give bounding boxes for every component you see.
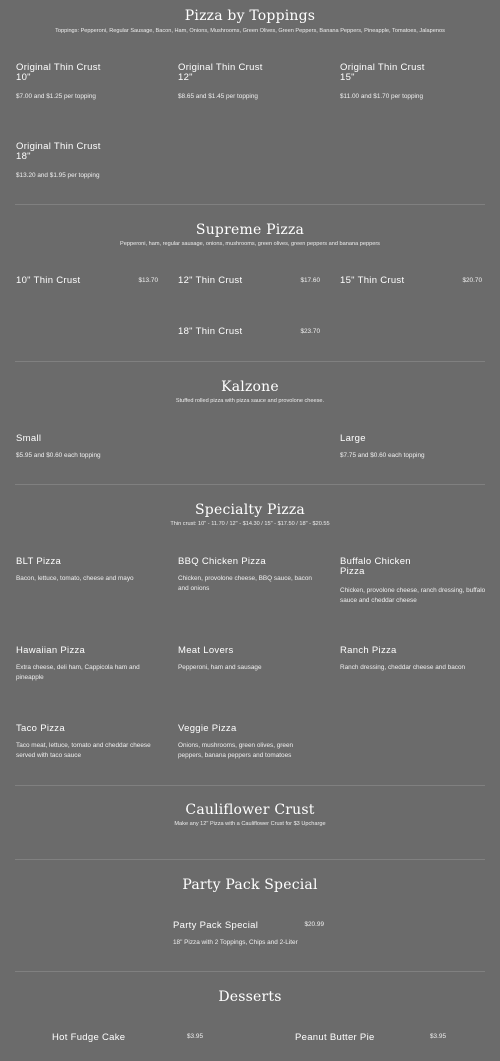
specialty-item-buffalo-chicken-name: Buffalo Chicken Pizza	[340, 556, 411, 577]
toppings-title: Pizza by Toppings	[184, 8, 316, 24]
dessert-hot-fudge-cake-price: $3.95	[187, 1033, 203, 1040]
desserts-title: Desserts	[218, 989, 282, 1005]
specialty-item-hawaiian-desc: Extra cheese, deli ham, Cappicola ham and pineapple	[16, 664, 140, 681]
cauliflower-title: Cauliflower Crust	[185, 802, 315, 818]
toppings-item-12-name-line1: Original Thin Crust	[178, 62, 263, 73]
party-item-desc: 18" Pizza with 2 Toppings, Chips and 2-Liter	[173, 939, 298, 946]
toppings-item-18-name-line1: Original Thin Crust	[16, 141, 101, 152]
specialty-item-meat-lovers-desc: Pepperoni, ham and sausage	[178, 664, 262, 671]
divider	[15, 361, 485, 362]
kalzone-item-large-desc: $7.75 and $0.60 each topping	[340, 452, 425, 459]
kalzone-title: Kalzone	[221, 379, 279, 395]
toppings-item-15-name-line1: Original Thin Crust	[340, 62, 425, 73]
toppings-item-12-desc: $8.65 and $1.45 per topping	[178, 93, 258, 100]
specialty-item-hawaiian-name: Hawaiian Pizza	[16, 645, 86, 656]
supreme-item-12-name: 12" Thin Crust	[178, 275, 243, 286]
specialty-item-taco-name: Taco Pizza	[16, 723, 65, 734]
dessert-peanut-butter-pie-name: Peanut Butter Pie	[295, 1032, 375, 1043]
toppings-item-18-desc: $13.20 and $1.95 per topping	[16, 172, 100, 179]
specialty-item-bbq-chicken-name: BBQ Chicken Pizza	[178, 556, 266, 567]
toppings-item-10-desc: $7.00 and $1.25 per topping	[16, 93, 96, 100]
specialty-item-ranch-desc: Ranch dressing, cheddar cheese and bacon	[340, 664, 466, 671]
party-item-price: $20.99	[304, 921, 324, 928]
specialty-item-veggie-desc: Onions, mushrooms, green olives, green peppers, banana peppers and tomatoes	[178, 742, 294, 759]
kalzone-item-small-name: Small	[16, 433, 42, 444]
toppings-item-15-desc: $11.00 and $1.70 per topping	[340, 93, 424, 100]
divider	[15, 785, 485, 786]
divider	[15, 971, 485, 972]
party-title: Party Pack Special	[182, 877, 318, 893]
specialty-item-meat-lovers-name: Meat Lovers	[178, 645, 234, 656]
specialty-item-buffalo-chicken-desc: Chicken, provolone cheese, ranch dressing, buffalo sauce and cheddar cheese	[340, 587, 486, 604]
dessert-hot-fudge-cake-name: Hot Fudge Cake	[52, 1032, 126, 1043]
toppings-item-18-name-line2: 18"	[16, 151, 31, 162]
toppings-item-15-name-line2: 15"	[340, 72, 355, 83]
supreme-item-12-price: $17.60	[300, 277, 320, 284]
supreme-item-15-price: $20.70	[462, 277, 482, 284]
supreme-item-18-name: 18" Thin Crust	[178, 326, 243, 337]
supreme-item-10-name: 10" Thin Crust	[16, 275, 81, 286]
kalzone-item-large-name: Large	[340, 433, 366, 444]
toppings-item-10-name-line1: Original Thin Crust	[16, 62, 101, 73]
specialty-item-blt-desc: Bacon, lettuce, tomato, cheese and mayo	[16, 575, 134, 582]
toppings-subtitle: Toppings: Pepperoni, Regular Sausage, Bacon, Ham, Onions, Mushrooms, Green Olives, Green Peppers, Banana Peppers, Pineapple, Tomatoes, Jalapenos	[55, 28, 445, 34]
supreme-subtitle: Pepperoni, ham, regular sausage, onions, mushrooms, green olives, green peppers and banana peppers	[120, 241, 380, 247]
specialty-item-ranch-name: Ranch Pizza	[340, 645, 397, 656]
specialty-subtitle: Thin crust: 10" - 11.70 / 12" - $14.30 / 15" - $17.50 / 18" - $20.55	[170, 521, 330, 527]
specialty-title: Specialty Pizza	[195, 502, 305, 518]
dessert-peanut-butter-pie-price: $3.95	[430, 1033, 446, 1040]
supreme-item-15-name: 15" Thin Crust	[340, 275, 405, 286]
supreme-item-10-price: $13.70	[138, 277, 158, 284]
divider	[15, 484, 485, 485]
specialty-item-bbq-chicken-desc: Chicken, provolone cheese, BBQ sauce, bacon and onions	[178, 575, 312, 592]
supreme-title: Supreme Pizza	[195, 222, 305, 238]
cauliflower-subtitle: Make any 12" Pizza with a Cauliflower Crust for $3 Upcharge	[174, 821, 326, 827]
supreme-item-18-price: $23.70	[300, 328, 320, 335]
kalzone-subtitle: Stuffed rolled pizza with pizza sauce and provolone cheese.	[175, 398, 325, 404]
divider	[15, 204, 485, 205]
kalzone-item-small-desc: $5.95 and $0.60 each topping	[16, 452, 101, 459]
specialty-item-taco-desc: Taco meat, lettuce, tomato and cheddar cheese served with taco sauce	[16, 742, 151, 759]
specialty-item-veggie-name: Veggie Pizza	[178, 723, 237, 734]
toppings-item-10-name-line2: 10"	[16, 72, 31, 83]
divider	[15, 859, 485, 860]
party-item-name: Party Pack Special	[173, 920, 259, 931]
toppings-item-12-name-line2: 12"	[178, 72, 193, 83]
specialty-item-blt-name: BLT Pizza	[16, 556, 62, 567]
